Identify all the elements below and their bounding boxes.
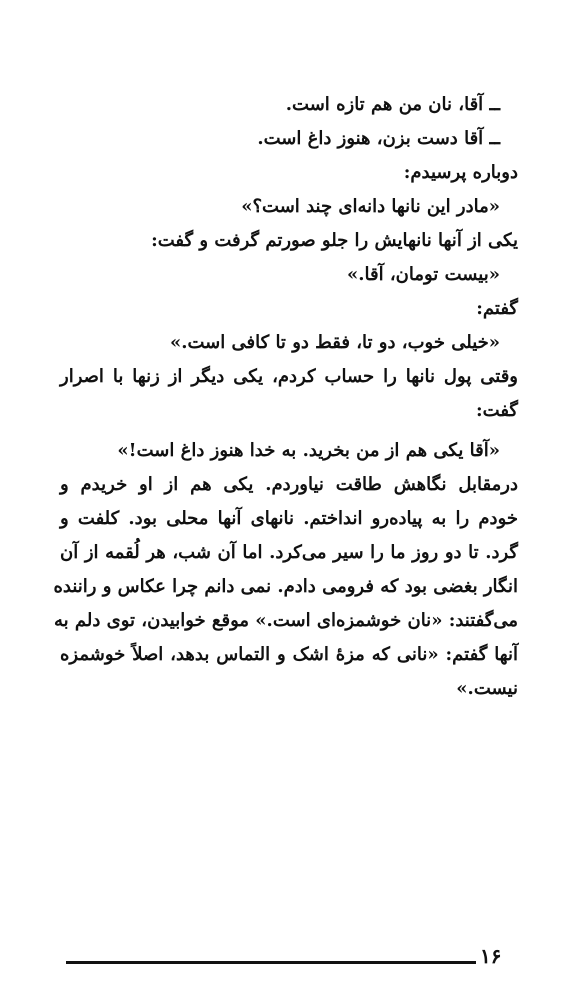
text-line: وقتی پول نانها را حساب کردم، یکی دیگر از زنها با اصرار — [60, 366, 518, 387]
text-line: درمقابل نگاهش طاقت نیاوردم. یکی هم از او خریدم و — [60, 474, 518, 495]
text-line: یکی از آنها نانهایش را جلو صورتم گرفت و گفت: — [151, 230, 518, 251]
text-line: «بیست تومان، آقا.» — [346, 264, 500, 285]
text-line: «خیلی خوب، دو تا، فقط دو تا کافی است.» — [169, 332, 500, 353]
text-line: «آقا یکی هم از من بخرید. به خدا هنوز داغ است!» — [117, 440, 500, 461]
text-line: «مادر این نانها دانه‌ای چند است؟» — [241, 196, 500, 217]
text-line: خودم را به پیاده‌رو انداختم. نانهای آنها محلی بود. کلفت و — [60, 508, 518, 529]
text-line: نیست.» — [456, 678, 518, 699]
text-line: گرد. تا دو روز ما را سیر می‌کرد. اما آن شب، هر لُقمه از آن — [60, 542, 518, 563]
text-line: می‌گفتند: «نان خوشمزه‌ای است.» موقع خوابیدن، توی دلم به — [53, 610, 518, 631]
footer-rule — [66, 961, 476, 964]
text-line: آنها گفتم: «نانی که مزهٔ اشک و التماس بدهد، اصلاً خوشمزه — [60, 644, 518, 665]
text-line: گفت: — [476, 400, 518, 421]
page-number: ۱۶ — [480, 944, 502, 968]
text-line: ــ آقا، نان من هم تازه است. — [285, 94, 500, 115]
text-line: انگار بغضی بود که فرومی دادم. نمی دانم چرا عکاس و راننده — [53, 576, 518, 597]
text-line: ــ آقا دست بزن، هنوز داغ است. — [257, 128, 500, 149]
text-line: دوباره پرسیدم: — [403, 162, 518, 183]
text-line: گفتم: — [476, 298, 518, 319]
